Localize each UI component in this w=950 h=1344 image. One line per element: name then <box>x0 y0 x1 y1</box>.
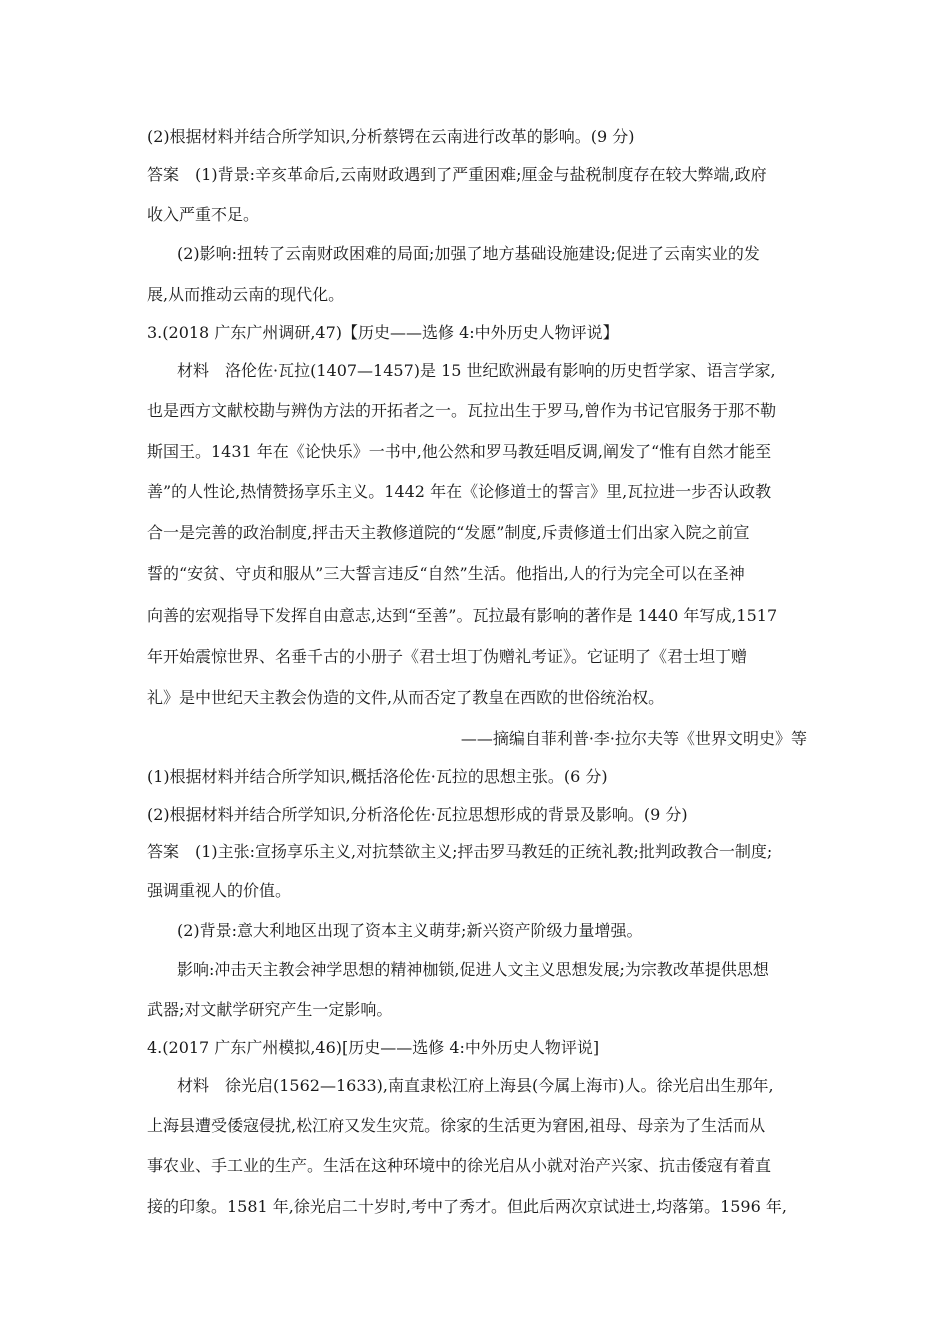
material-line: 善”的人性论,热情赞扬享乐主义。1442 年在《论修道士的誓言》里,瓦拉进一步否认政教 <box>147 482 772 501</box>
material-line: 事农业、手工业的生产。生活在这种环境中的徐光启从小就对治产兴家、抗击倭寇有着直 <box>147 1156 772 1175</box>
answer-line: 收入严重不足。 <box>147 205 260 224</box>
answer-line: (2)影响:扭转了云南财政困难的局面;加强了地方基础设施建设;促进了云南实业的发 <box>177 244 760 263</box>
material-line: 也是西方文献校勘与辨伪方法的开拓者之一。瓦拉出生于罗马,曾作为书记官服务于那不勒 <box>147 401 777 420</box>
answer-line: 展,从而推动云南的现代化。 <box>147 285 345 304</box>
material-line: 材料 徐光启(1562—1633),南直隶松江府上海县(今属上海市)人。徐光启出生那年, <box>177 1076 774 1095</box>
question-4-heading: 4.(2017 广东广州模拟,46)[历史——选修 4:中外历史人物评说] <box>147 1038 600 1057</box>
question-2-sub-2: (2)根据材料并结合所学知识,分析蔡锷在云南进行改革的影响。(9 分) <box>147 127 635 146</box>
answer-line: 答案 (1)主张:宣扬享乐主义,对抗禁欲主义;抨击罗马教廷的正统礼教;批判政教合一制度; <box>147 842 773 861</box>
material-line: 斯国王。1431 年在《论快乐》一书中,他公然和罗马教廷唱反调,阐发了“惟有自然才能至 <box>147 442 772 461</box>
material-line: 礼》是中世纪天主教会伪造的文件,从而否定了教皇在西欧的世俗统治权。 <box>147 688 665 707</box>
question-3-sub-2: (2)根据材料并结合所学知识,分析洛伦佐·瓦拉思想形成的背景及影响。(9 分) <box>147 805 688 824</box>
material-line: 誓的“安贫、守贞和服从”三大誓言违反“自然”生活。他指出,人的行为完全可以在圣神 <box>147 564 745 583</box>
material-line: 接的印象。1581 年,徐光启二十岁时,考中了秀才。但此后两次京试进士,均落第。1596 年, <box>147 1197 787 1216</box>
question-3-heading: 3.(2018 广东广州调研,47)【历史——选修 4:中外历史人物评说】 <box>147 323 619 342</box>
answer-line: (2)背景:意大利地区出现了资本主义萌芽;新兴资产阶级力量增强。 <box>177 921 643 940</box>
source-citation: ——摘编自菲利普·李·拉尔夫等《世界文明史》等 <box>460 729 807 748</box>
answer-line: 答案 (1)背景:辛亥革命后,云南财政遇到了严重困难;厘金与盐税制度存在较大弊端,政府 <box>147 165 767 184</box>
answer-line: 影响:冲击天主教会神学思想的精神枷锁,促进人文主义思想发展;为宗教改革提供思想 <box>177 960 769 979</box>
material-line: 年开始震惊世界、名垂千古的小册子《君士坦丁伪赠礼考证》。它证明了《君士坦丁赠 <box>147 647 748 666</box>
answer-line: 武器;对文献学研究产生一定影响。 <box>147 1000 393 1019</box>
material-line: 上海县遭受倭寇侵扰,松江府又发生灾荒。徐家的生活更为窘困,祖母、母亲为了生活而从 <box>147 1116 766 1135</box>
material-line: 合一是完善的政治制度,抨击天主教修道院的“发愿”制度,斥责修道士们出家入院之前宣 <box>147 523 750 542</box>
question-3-sub-1: (1)根据材料并结合所学知识,概括洛伦佐·瓦拉的思想主张。(6 分) <box>147 767 608 786</box>
material-line: 材料 洛伦佐·瓦拉(1407—1457)是 15 世纪欧洲最有影响的历史哲学家、语言学家, <box>177 361 776 380</box>
answer-line: 强调重视人的价值。 <box>147 881 292 900</box>
material-line: 向善的宏观指导下发挥自由意志,达到“至善”。瓦拉最有影响的著作是 1440 年写成,1517 <box>147 606 778 625</box>
